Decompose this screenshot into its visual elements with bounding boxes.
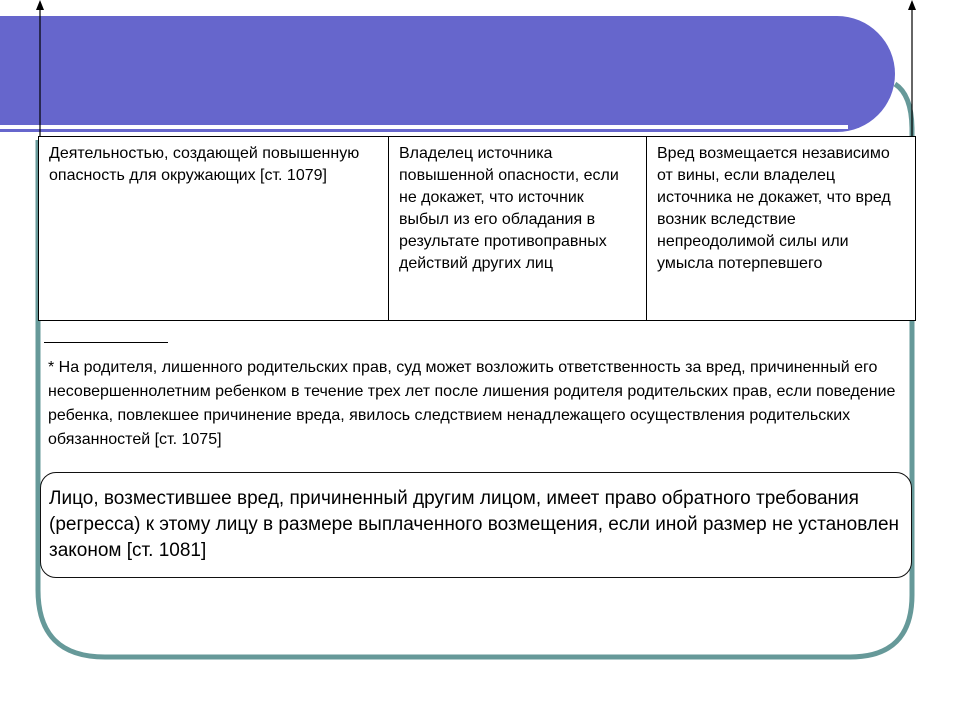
title-banner bbox=[0, 16, 895, 132]
footnote-text: * На родителя, лишенного родительских прав, суд может возложить ответственность за вред, причиненный его несовершеннолетним ребенком в течение трех лет после лишения родителя родительских прав, если поведение ребенка, повлекшее причинение вреда, явилось следствием ненадлежащего осуществления родительских обязанностей [ст. 1075] bbox=[48, 359, 896, 448]
table-cell-activity: Деятельностью, создающей повышенную опасность для окружающих [ст. 1079] bbox=[39, 137, 389, 320]
liability-table bbox=[38, 136, 916, 321]
left-arrow-head-icon bbox=[36, 0, 44, 10]
table-cell-compensation: Вред возмещается независимо от вины, если владелец источника не докажет, что вред возник вследствие непреодолимой силы или умысла потерпевшего bbox=[657, 145, 891, 272]
regress-box-text: Лицо, возместившее вред, причиненный другим лицом, имеет право обратного требования (регресса) к этому лицу в размере выплаченного возмещения, если иной размер не установлен законом [ст. 1081] bbox=[40, 472, 912, 578]
footnote-divider bbox=[44, 342, 168, 343]
banner-left-mask bbox=[0, 16, 60, 132]
right-arrow-head-icon bbox=[908, 0, 916, 10]
table-cell-owner: Владелец источника повышенной опасности, если не докажет, что источник выбыл из его обладания в результате противоправных действий других лиц bbox=[389, 137, 647, 320]
